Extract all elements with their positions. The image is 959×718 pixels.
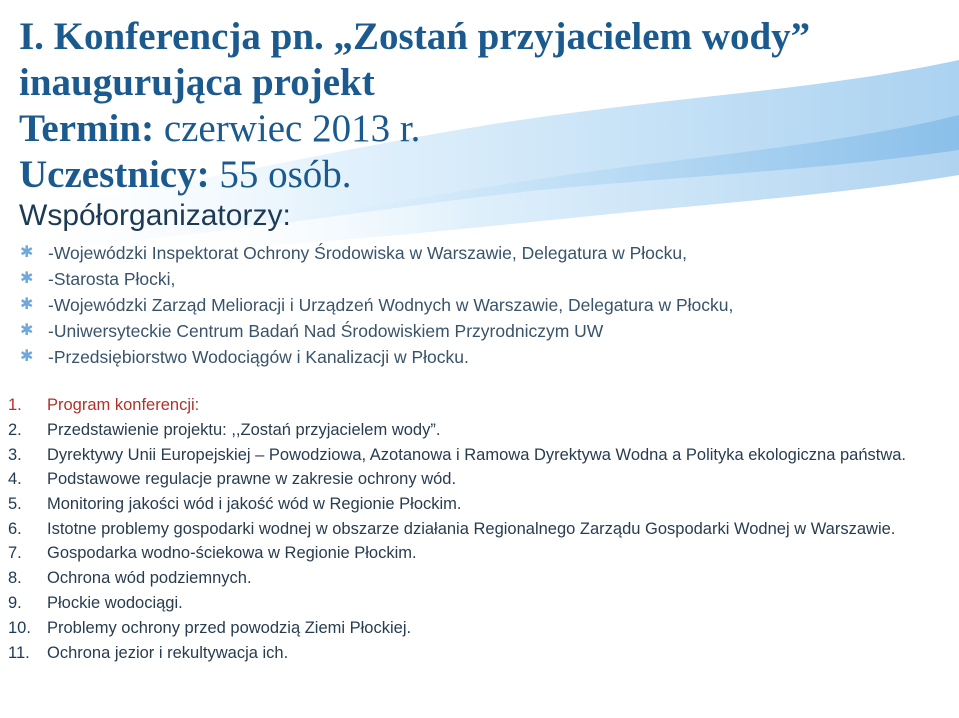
list-item: 8. Ochrona wód podziemnych.: [8, 566, 953, 591]
asterisk-icon: ✱: [20, 348, 34, 365]
list-item: ✱ -Przedsiębiorstwo Wodociągów i Kanalizacji w Płocku.: [19, 344, 939, 370]
list-item: ✱ -Uniwersyteckie Centrum Badań Nad Środowiskiem Przyrodniczym UW: [19, 318, 939, 344]
item-number: 7.: [8, 544, 22, 562]
program-heading-item: [8, 393, 953, 418]
list-item: ✱ -Wojewódzki Zarząd Melioracji i Urządzeń Wodnych w Warszawie, Delegatura w Płocku,: [19, 292, 939, 318]
item-number: 8.: [8, 569, 22, 587]
list-item: ✱ -Wojewódzki Inspektorat Ochrony Środowiska w Warszawie, Delegatura w Płocku,: [19, 240, 939, 266]
list-item: 4. Podstawowe regulacje prawne w zakresie ochrony wód.: [8, 467, 953, 492]
title-line-2: inaugurująca projekt: [19, 61, 375, 104]
list-item: 5. Monitoring jakości wód i jakość wód w Regionie Płockim.: [8, 492, 953, 517]
item-number: 10.: [8, 619, 31, 637]
item-number: 4.: [8, 470, 22, 488]
list-item: 2. Przedstawienie projektu: ,,Zostań przyjacielem wody”.: [8, 418, 953, 443]
program-list: [8, 393, 953, 666]
uczestnicy-label: Uczestnicy:: [19, 153, 210, 196]
slide-title: [19, 14, 919, 198]
asterisk-icon: ✱: [20, 296, 34, 313]
item-number: 5.: [8, 495, 22, 513]
item-number: 2.: [8, 421, 22, 439]
list-item: 3. Dyrektywy Unii Europejskiej – Powodziowa, Azotanowa i Ramowa Dyrektywa Wodna a Polityka ekologiczna państwa.: [8, 443, 953, 467]
wspolorganizatorzy-list: [19, 240, 939, 370]
list-item: 11. Ochrona jezior i rekultywacja ich.: [8, 641, 953, 666]
list-item: 6. Istotne problemy gospodarki wodnej w obszarze działania Regionalnego Zarządu Gospodarki Wodnej w Warszawie.: [8, 517, 953, 541]
item-number: 6.: [8, 520, 22, 538]
item-number: 9.: [8, 594, 22, 612]
list-item: 10. Problemy ochrony przed powodzią Ziemi Płockiej.: [8, 616, 953, 641]
asterisk-icon: ✱: [20, 322, 34, 339]
item-number: 11.: [8, 644, 30, 662]
title-line-1: I. Konferencja pn. „Zostań przyjacielem wody”: [19, 15, 811, 58]
asterisk-icon: ✱: [20, 270, 34, 287]
program-heading: Program konferencji:: [47, 396, 200, 414]
asterisk-icon: ✱: [20, 244, 34, 261]
uczestnicy-line: [19, 152, 919, 198]
item-number: 3.: [8, 446, 22, 464]
list-item: 9. Płockie wodociągi.: [8, 591, 953, 616]
list-item: 7. Gospodarka wodno-ściekowa w Regionie Płockim.: [8, 541, 953, 566]
wspolorganizatorzy-heading: Współorganizatorzy:: [19, 199, 291, 232]
termin-label: Termin:: [19, 107, 155, 150]
uczestnicy-value: 55 osób.: [209, 153, 352, 196]
item-number: 1.: [8, 396, 22, 414]
list-item: ✱ -Starosta Płocki,: [19, 266, 939, 292]
termin-value: czerwiec 2013 r.: [154, 107, 421, 150]
termin-line: [19, 106, 919, 152]
